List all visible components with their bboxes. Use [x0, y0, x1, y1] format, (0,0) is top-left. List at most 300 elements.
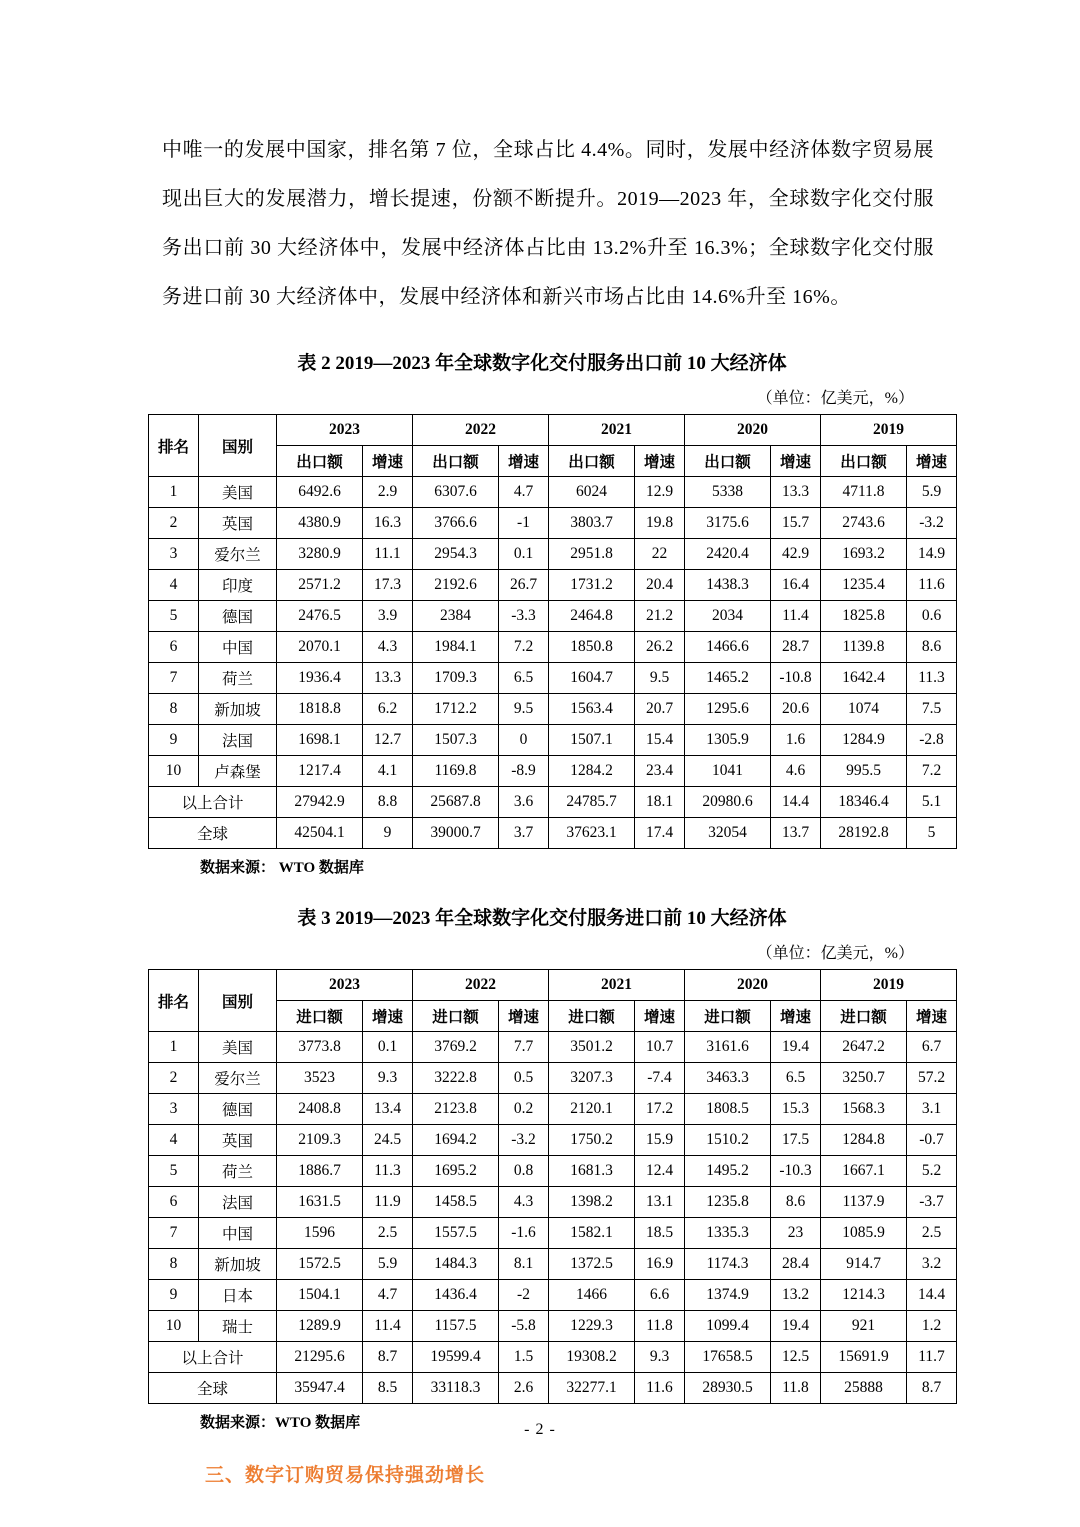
value-cell: 14.4: [771, 787, 821, 818]
value-cell: 28192.8: [821, 818, 907, 849]
table-row: [149, 508, 957, 539]
value-cell: 18346.4: [821, 787, 907, 818]
value-cell: 3766.6: [413, 508, 499, 539]
table-row: [149, 1342, 957, 1373]
rank-cell: 9: [149, 725, 199, 756]
country-cell: 法国: [199, 1187, 277, 1218]
growth-column-header: 增速: [499, 446, 549, 477]
value-cell: 1712.2: [413, 694, 499, 725]
value-cell: 32277.1: [549, 1373, 635, 1404]
value-cell: 1568.3: [821, 1094, 907, 1125]
value-cell: 914.7: [821, 1249, 907, 1280]
country-cell: 德国: [199, 601, 277, 632]
value-cell: 7.7: [499, 1032, 549, 1063]
rank-cell: 2: [149, 1063, 199, 1094]
value-cell: 1.6: [771, 725, 821, 756]
country-cell: 中国: [199, 1218, 277, 1249]
value-cell: 4.6: [771, 756, 821, 787]
value-cell: 1582.1: [549, 1218, 635, 1249]
value-cell: 6.5: [771, 1063, 821, 1094]
rank-cell: 4: [149, 1125, 199, 1156]
table-row: [149, 1032, 957, 1063]
value-cell: -10.3: [771, 1156, 821, 1187]
value-cell: -7.4: [635, 1063, 685, 1094]
table-row: [149, 1187, 957, 1218]
value-cell: 1495.2: [685, 1156, 771, 1187]
rank-cell: 5: [149, 601, 199, 632]
value-column-header: 进口额: [277, 1001, 363, 1032]
value-cell: 6492.6: [277, 477, 363, 508]
value-cell: 6.5: [499, 663, 549, 694]
value-cell: 995.5: [821, 756, 907, 787]
value-cell: 1693.2: [821, 539, 907, 570]
value-cell: 4.3: [499, 1187, 549, 1218]
value-cell: 3222.8: [413, 1063, 499, 1094]
value-cell: 19.4: [771, 1032, 821, 1063]
value-cell: 3769.2: [413, 1032, 499, 1063]
value-cell: 5338: [685, 477, 771, 508]
value-column-header: 出口额: [549, 446, 635, 477]
export-table-source: 数据来源： WTO 数据库: [200, 860, 364, 876]
value-cell: 13.3: [771, 477, 821, 508]
rank-cell: 1: [149, 1032, 199, 1063]
year-column-header: 2022: [413, 415, 549, 446]
value-cell: 12.7: [363, 725, 413, 756]
table-row: [149, 601, 957, 632]
value-cell: 16.3: [363, 508, 413, 539]
rank-cell: 8: [149, 694, 199, 725]
value-cell: 7.5: [907, 694, 957, 725]
value-cell: 6.2: [363, 694, 413, 725]
year-column-header: 2023: [277, 970, 413, 1001]
value-cell: 28.7: [771, 632, 821, 663]
value-cell: 1289.9: [277, 1311, 363, 1342]
value-cell: 9.5: [499, 694, 549, 725]
growth-column-header: 增速: [635, 1001, 685, 1032]
value-cell: 2743.6: [821, 508, 907, 539]
value-cell: 10.7: [635, 1032, 685, 1063]
value-cell: 3250.7: [821, 1063, 907, 1094]
value-cell: 3773.8: [277, 1032, 363, 1063]
rank-cell: 4: [149, 570, 199, 601]
value-cell: 5.2: [907, 1156, 957, 1187]
value-cell: 37623.1: [549, 818, 635, 849]
value-cell: 17.5: [771, 1125, 821, 1156]
value-cell: 1217.4: [277, 756, 363, 787]
value-cell: 57.2: [907, 1063, 957, 1094]
value-cell: 19.4: [771, 1311, 821, 1342]
table-row: [149, 1125, 957, 1156]
value-cell: 1698.1: [277, 725, 363, 756]
value-cell: 2464.8: [549, 601, 635, 632]
value-cell: 1507.1: [549, 725, 635, 756]
value-cell: 2192.6: [413, 570, 499, 601]
value-cell: 7.2: [907, 756, 957, 787]
table-row: [149, 1280, 957, 1311]
value-cell: 1284.2: [549, 756, 635, 787]
country-cell: 荷兰: [199, 663, 277, 694]
rank-cell: 7: [149, 663, 199, 694]
export-table-title: 表 2 2019—2023 年全球数字化交付服务出口前 10 大经济体: [297, 353, 787, 374]
value-cell: 14.4: [907, 1280, 957, 1311]
growth-column-header: 增速: [907, 446, 957, 477]
value-cell: 1510.2: [685, 1125, 771, 1156]
value-cell: 2647.2: [821, 1032, 907, 1063]
value-cell: 1886.7: [277, 1156, 363, 1187]
value-cell: -8.9: [499, 756, 549, 787]
value-cell: 4.1: [363, 756, 413, 787]
value-cell: 8.6: [771, 1187, 821, 1218]
value-cell: 1235.4: [821, 570, 907, 601]
value-cell: 16.9: [635, 1249, 685, 1280]
growth-column-header: 增速: [635, 446, 685, 477]
export-table-unit: （单位：亿美元，%）: [756, 390, 914, 407]
table-row: [149, 1063, 957, 1094]
value-cell: 1466.6: [685, 632, 771, 663]
rank-cell: 8: [149, 1249, 199, 1280]
value-cell: 1572.5: [277, 1249, 363, 1280]
country-cell: 印度: [199, 570, 277, 601]
value-cell: 11.4: [363, 1311, 413, 1342]
value-cell: 13.1: [635, 1187, 685, 1218]
value-cell: 32054: [685, 818, 771, 849]
table-row: [149, 725, 957, 756]
value-cell: 12.9: [635, 477, 685, 508]
value-cell: 28930.5: [685, 1373, 771, 1404]
value-cell: 3.1: [907, 1094, 957, 1125]
value-cell: 3280.9: [277, 539, 363, 570]
value-cell: -5.8: [499, 1311, 549, 1342]
value-cell: 13.4: [363, 1094, 413, 1125]
value-cell: 5: [907, 818, 957, 849]
table-row: [149, 787, 957, 818]
value-cell: 0.2: [499, 1094, 549, 1125]
value-cell: 1465.2: [685, 663, 771, 694]
value-cell: -0.7: [907, 1125, 957, 1156]
value-column-header: 出口额: [413, 446, 499, 477]
value-cell: 2951.8: [549, 539, 635, 570]
value-cell: 12.4: [635, 1156, 685, 1187]
value-cell: 11.3: [907, 663, 957, 694]
value-cell: 3207.3: [549, 1063, 635, 1094]
country-cell: 瑞士: [199, 1311, 277, 1342]
value-cell: 8.7: [907, 1373, 957, 1404]
value-cell: 8.8: [363, 787, 413, 818]
growth-column-header: 增速: [499, 1001, 549, 1032]
year-column-header: 2022: [413, 970, 549, 1001]
value-cell: 42504.1: [277, 818, 363, 849]
table-row: [149, 694, 957, 725]
country-column-header: 国别: [199, 415, 277, 477]
value-cell: 42.9: [771, 539, 821, 570]
value-cell: -3.2: [499, 1125, 549, 1156]
value-cell: 4711.8: [821, 477, 907, 508]
country-cell: 中国: [199, 632, 277, 663]
table-row: [149, 1373, 957, 1404]
country-cell: 日本: [199, 1280, 277, 1311]
value-cell: 1295.6: [685, 694, 771, 725]
value-cell: -1.6: [499, 1218, 549, 1249]
value-cell: 3.7: [499, 818, 549, 849]
value-cell: 11.8: [635, 1311, 685, 1342]
value-cell: 1458.5: [413, 1187, 499, 1218]
rank-cell: 1: [149, 477, 199, 508]
value-cell: 1169.8: [413, 756, 499, 787]
intro-paragraph: 中唯一的发展中国家，排名第 7 位，全球占比 4.4%。同时，发展中经济体数字贸易展现出巨大的发展潜力，增长提速，份额不断提升。2019—2023 年，全球数字化交付服务出口前 30 大经济体中，发展中经济体占比由 13.2%升至 16.3%；全球数字化交付服务进口前 30 大经济体中，发展中经济体和新兴市场占比由 14.6%升至 16%。: [162, 139, 934, 308]
value-cell: 16.4: [771, 570, 821, 601]
rank-cell: 3: [149, 1094, 199, 1125]
rank-column-header: 排名: [149, 970, 199, 1032]
table-row: [149, 1311, 957, 1342]
import-table-block: [148, 903, 947, 1432]
growth-column-header: 增速: [363, 446, 413, 477]
growth-column-header: 增速: [771, 1001, 821, 1032]
value-cell: 1984.1: [413, 632, 499, 663]
value-cell: 1174.3: [685, 1249, 771, 1280]
value-cell: 2120.1: [549, 1094, 635, 1125]
value-cell: 1596: [277, 1218, 363, 1249]
country-cell: 法国: [199, 725, 277, 756]
value-cell: 1667.1: [821, 1156, 907, 1187]
value-cell: 6024: [549, 477, 635, 508]
value-cell: 33118.3: [413, 1373, 499, 1404]
rank-column-header: 排名: [149, 415, 199, 477]
growth-column-header: 增速: [771, 446, 821, 477]
value-cell: 1484.3: [413, 1249, 499, 1280]
value-cell: 19308.2: [549, 1342, 635, 1373]
value-cell: 0.6: [907, 601, 957, 632]
value-cell: 1085.9: [821, 1218, 907, 1249]
year-column-header: 2021: [549, 970, 685, 1001]
value-cell: 1936.4: [277, 663, 363, 694]
value-cell: 3.9: [363, 601, 413, 632]
value-cell: 23: [771, 1218, 821, 1249]
value-cell: 15.7: [771, 508, 821, 539]
value-cell: 1229.3: [549, 1311, 635, 1342]
table-row: [149, 1094, 957, 1125]
country-cell: 爱尔兰: [199, 539, 277, 570]
import-table-unit: （单位：亿美元，%）: [756, 945, 914, 962]
value-cell: 4.7: [499, 477, 549, 508]
value-cell: 1284.9: [821, 725, 907, 756]
country-cell: 新加坡: [199, 694, 277, 725]
value-cell: 1305.9: [685, 725, 771, 756]
value-cell: 1563.4: [549, 694, 635, 725]
value-cell: -10.8: [771, 663, 821, 694]
value-cell: 5.9: [363, 1249, 413, 1280]
value-cell: 3501.2: [549, 1032, 635, 1063]
value-cell: 2109.3: [277, 1125, 363, 1156]
country-column-header: 国别: [199, 970, 277, 1032]
export-table-block: [148, 348, 947, 877]
value-cell: 11.7: [907, 1342, 957, 1373]
value-column-header: 出口额: [821, 446, 907, 477]
export-table: [148, 414, 957, 849]
value-cell: -3.2: [907, 508, 957, 539]
value-cell: 7.2: [499, 632, 549, 663]
value-cell: 4.3: [363, 632, 413, 663]
year-column-header: 2020: [685, 970, 821, 1001]
value-cell: 20.7: [635, 694, 685, 725]
import-table: [148, 969, 957, 1404]
rank-cell: 5: [149, 1156, 199, 1187]
value-cell: 1507.3: [413, 725, 499, 756]
value-cell: 1438.3: [685, 570, 771, 601]
value-cell: -3.3: [499, 601, 549, 632]
value-cell: 9.3: [363, 1063, 413, 1094]
value-cell: 24785.7: [549, 787, 635, 818]
value-column-header: 进口额: [821, 1001, 907, 1032]
import-table-source: 数据来源：WTO 数据库: [200, 1415, 361, 1431]
value-cell: 9: [363, 818, 413, 849]
value-cell: 39000.7: [413, 818, 499, 849]
value-cell: 1157.5: [413, 1311, 499, 1342]
value-cell: 2571.2: [277, 570, 363, 601]
growth-column-header: 增速: [907, 1001, 957, 1032]
value-cell: 0.1: [499, 539, 549, 570]
value-cell: 20.4: [635, 570, 685, 601]
value-cell: 23.4: [635, 756, 685, 787]
value-cell: 2123.8: [413, 1094, 499, 1125]
value-cell: 1557.5: [413, 1218, 499, 1249]
value-cell: 11.1: [363, 539, 413, 570]
value-cell: 1808.5: [685, 1094, 771, 1125]
value-cell: 1631.5: [277, 1187, 363, 1218]
table-row: [149, 756, 957, 787]
value-cell: 17658.5: [685, 1342, 771, 1373]
value-cell: 17.4: [635, 818, 685, 849]
value-column-header: 进口额: [549, 1001, 635, 1032]
value-cell: 27942.9: [277, 787, 363, 818]
value-cell: 21.2: [635, 601, 685, 632]
value-cell: 1137.9: [821, 1187, 907, 1218]
value-cell: 2.9: [363, 477, 413, 508]
value-cell: 1099.4: [685, 1311, 771, 1342]
value-cell: 11.3: [363, 1156, 413, 1187]
value-cell: 1284.8: [821, 1125, 907, 1156]
rank-cell: 10: [149, 1311, 199, 1342]
value-cell: 0.5: [499, 1063, 549, 1094]
rank-cell: 3: [149, 539, 199, 570]
value-cell: 1466: [549, 1280, 635, 1311]
value-cell: 2476.5: [277, 601, 363, 632]
country-cell: 爱尔兰: [199, 1063, 277, 1094]
year-column-header: 2020: [685, 415, 821, 446]
summary-label-cell: 以上合计: [149, 787, 277, 818]
value-cell: 19.8: [635, 508, 685, 539]
value-cell: 1818.8: [277, 694, 363, 725]
value-cell: 4380.9: [277, 508, 363, 539]
value-cell: 15.3: [771, 1094, 821, 1125]
value-cell: 1642.4: [821, 663, 907, 694]
value-cell: 9.3: [635, 1342, 685, 1373]
value-cell: 18.5: [635, 1218, 685, 1249]
value-cell: 35947.4: [277, 1373, 363, 1404]
value-cell: 1681.3: [549, 1156, 635, 1187]
value-column-header: 出口额: [685, 446, 771, 477]
page-number: - 2 -: [524, 1421, 556, 1438]
value-cell: 22: [635, 539, 685, 570]
value-cell: 1235.8: [685, 1187, 771, 1218]
value-column-header: 进口额: [413, 1001, 499, 1032]
value-cell: 5.1: [907, 787, 957, 818]
value-cell: 1074: [821, 694, 907, 725]
table-row: [149, 539, 957, 570]
value-cell: -1: [499, 508, 549, 539]
value-cell: 1372.5: [549, 1249, 635, 1280]
value-cell: 11.4: [771, 601, 821, 632]
section-heading: 三、数字订购贸易保持强劲增长: [205, 1465, 486, 1486]
year-column-header: 2019: [821, 970, 957, 1001]
value-cell: 1436.4: [413, 1280, 499, 1311]
growth-column-header: 增速: [363, 1001, 413, 1032]
country-cell: 德国: [199, 1094, 277, 1125]
year-column-header: 2019: [821, 415, 957, 446]
value-cell: 26.2: [635, 632, 685, 663]
country-cell: 英国: [199, 508, 277, 539]
table-row: [149, 1156, 957, 1187]
value-column-header: 出口额: [277, 446, 363, 477]
value-cell: 1604.7: [549, 663, 635, 694]
table-row: [149, 1249, 957, 1280]
value-cell: 1695.2: [413, 1156, 499, 1187]
summary-label-cell: 全球: [149, 818, 277, 849]
value-cell: 1825.8: [821, 601, 907, 632]
value-cell: -3.7: [907, 1187, 957, 1218]
year-column-header: 2023: [277, 415, 413, 446]
value-cell: 2954.3: [413, 539, 499, 570]
summary-label-cell: 全球: [149, 1373, 277, 1404]
value-cell: 17.3: [363, 570, 413, 601]
value-cell: 12.5: [771, 1342, 821, 1373]
value-cell: 8.7: [363, 1342, 413, 1373]
import-table-title: 表 3 2019—2023 年全球数字化交付服务进口前 10 大经济体: [297, 908, 787, 929]
value-cell: 26.7: [499, 570, 549, 601]
value-cell: 25888: [821, 1373, 907, 1404]
value-cell: 3.2: [907, 1249, 957, 1280]
value-cell: 1398.2: [549, 1187, 635, 1218]
value-cell: 3161.6: [685, 1032, 771, 1063]
value-cell: 1504.1: [277, 1280, 363, 1311]
summary-label-cell: 以上合计: [149, 1342, 277, 1373]
value-cell: 11.9: [363, 1187, 413, 1218]
value-cell: 15.4: [635, 725, 685, 756]
value-cell: 24.5: [363, 1125, 413, 1156]
rank-cell: 6: [149, 1187, 199, 1218]
value-cell: 3523: [277, 1063, 363, 1094]
rank-cell: 10: [149, 756, 199, 787]
year-column-header: 2021: [549, 415, 685, 446]
value-cell: 3463.3: [685, 1063, 771, 1094]
value-cell: 11.6: [635, 1373, 685, 1404]
value-cell: 25687.8: [413, 787, 499, 818]
value-cell: 11.6: [907, 570, 957, 601]
value-cell: 3175.6: [685, 508, 771, 539]
value-cell: 13.7: [771, 818, 821, 849]
value-cell: 13.3: [363, 663, 413, 694]
value-cell: 19599.4: [413, 1342, 499, 1373]
table-row: [149, 663, 957, 694]
value-cell: 1.5: [499, 1342, 549, 1373]
value-cell: 1041: [685, 756, 771, 787]
table-row: [149, 818, 957, 849]
value-cell: 2070.1: [277, 632, 363, 663]
country-cell: 美国: [199, 1032, 277, 1063]
value-cell: 1374.9: [685, 1280, 771, 1311]
value-cell: 20.6: [771, 694, 821, 725]
country-cell: 美国: [199, 477, 277, 508]
value-cell: 1.2: [907, 1311, 957, 1342]
